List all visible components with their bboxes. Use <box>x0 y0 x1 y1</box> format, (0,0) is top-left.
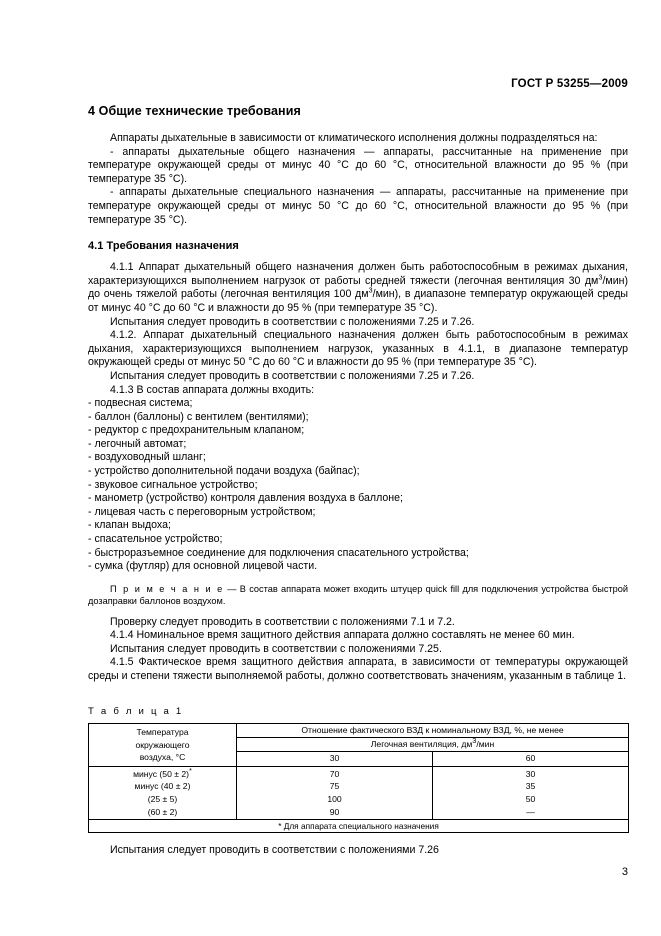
subgroup-header <box>237 738 629 752</box>
components-list <box>88 397 628 574</box>
row-label-footnote-marker: * <box>189 765 192 775</box>
col1-header-line-3: воздуха, °С <box>139 751 186 762</box>
p411-superscript-1: 3 <box>598 272 603 282</box>
list-item: - сумка (футляр) для основной лицевой части. <box>88 560 318 573</box>
table-cell-value: 50 <box>525 794 536 804</box>
p411-superscript-2: 3 <box>368 285 373 295</box>
group-header: Отношение фактического ВЗД к номинальному ВЗД, %, не менее <box>237 723 629 737</box>
bullet-special-purpose: - аппараты дыхательные специального назначения — аппараты, рассчитанные на применение при температуре окружающей среды от минус 50 °С до 60 °С, относительной влажности до 95 % (при температуре 35 °С). <box>88 186 628 226</box>
table-footnote-row <box>89 820 629 833</box>
list-item: - подвесная система; <box>88 397 193 410</box>
values-column-60 <box>433 766 629 819</box>
table-cell-value: 35 <box>525 781 536 792</box>
note-paragraph <box>88 583 628 608</box>
list-item: - воздуховодный шланг; <box>88 451 206 464</box>
list-item: - клапан выдоха; <box>88 519 171 532</box>
table-row-label: (60 ± 2) <box>147 806 178 817</box>
table-row-label: минус (40 ± 2) <box>134 781 191 792</box>
running-header: ГОСТ Р 53255—2009 <box>511 78 628 90</box>
list-item: - легочный автомат; <box>88 437 187 450</box>
paragraph-4-1-3-lead: 4.1.3 В состав аппарата должны входить: <box>110 383 315 396</box>
bullet-general-purpose: - аппараты дыхательные общего назначения — аппараты, рассчитанные на применение при температуре окружающей среды от минус 40 °С до 60 °С, относительной влажности до 95 % (при температуре 35 °С). <box>88 145 628 185</box>
paragraph-4-1-2: 4.1.2. Аппарат дыхательный специального назначения должен быть работоспособным в режимах дыхания, характеризующихся выполнением нагрузок, указанных в 4.1.1, в диапазоне температур окружающей среды от минус 50 °С до 60 °С и влажности до 95 % (при температуре 35 °С). <box>88 329 628 369</box>
paragraph-4-1-4-test: Испытания следует проводить в соответствии с положениями 7.25. <box>110 642 442 655</box>
p411-text-b: /мин) до очень тяжелой работы (легочная вентиляция 100 дм <box>88 274 628 301</box>
table-footnote: * Для аппарата специального назначения <box>89 820 629 833</box>
list-item: - спасательное устройство; <box>88 533 223 546</box>
column-1-header <box>89 723 237 766</box>
p411-text-c: /мин), в диапазоне температур окружающей среды от минус 40 °С до 60 °С и влажности до 95 % (при температуре 35 °С). <box>88 288 628 314</box>
paragraph-4-1-1 <box>88 261 628 315</box>
paragraph-4-1-4: 4.1.4 Номинальное время защитного действия аппарата должно составлять не менее 60 мин. <box>110 629 575 642</box>
table-cell-value: — <box>526 806 535 817</box>
table-caption: Т а б л и ц а 1 <box>88 705 184 717</box>
subgroup-header-text-a: Легочная вентиляция, дм <box>370 739 473 749</box>
subsection-title: 4.1 Требования назначения <box>88 240 239 253</box>
list-item: - звуковое сигнальное устройство; <box>88 478 258 491</box>
paragraph-4-1-2-test: Испытания следует проводить в соответствии с положениями 7.25 и 7.26. <box>110 369 475 382</box>
col1-header-line-2: окружающего <box>135 739 190 750</box>
table-row-label <box>92 765 233 781</box>
table-body-row <box>89 766 629 819</box>
note-label: П р и м е ч а н и е <box>110 583 224 594</box>
table-1 <box>88 723 629 834</box>
spacer <box>88 608 628 616</box>
table-cell-value: 30 <box>525 768 536 779</box>
p411-text-a: 4.1.1 Аппарат дыхательный общего назначения должен быть работоспособным в режимах дыхания, характеризующихся выполнением нагрузок от работы средней тяжести (легочная вентиляция 30 дм <box>88 261 628 287</box>
list-item: - устройство дополнительной подачи воздуха (байпас); <box>88 465 360 478</box>
values-column-30 <box>237 766 433 819</box>
subgroup-header-superscript: 3 <box>472 736 477 746</box>
table-header-row-group <box>89 723 629 737</box>
subgroup-header-text-b: /мин <box>476 739 495 749</box>
paragraph-4-1-5: 4.1.5 Фактическое время защитного действия аппарата, в зависимости от температуры окружающей среды и степени тяжести выполняемой работы, должно соответствовать значениям, указанным в таблице 1. <box>88 656 628 682</box>
row-label-text: минус (50 ± 2) <box>133 768 189 779</box>
table-cell-value: 100 <box>327 794 342 804</box>
table-cell-value: 70 <box>329 768 340 779</box>
list-item: - баллон (баллоны) с вентилем (вентилями); <box>88 410 309 423</box>
page-content <box>88 104 628 858</box>
paragraph-check: Проверку следует проводить в соответствии с положениями 7.1 и 7.2. <box>110 615 455 628</box>
list-item: - манометр (устройство) контроля давления воздуха в баллоне; <box>88 492 403 505</box>
note-text: — В состав аппарата может входить штуцер quick fill для подключения устройства быстрой дозаправки баллонов воздухом. <box>88 583 628 607</box>
section-title: 4 Общие технические требования <box>88 104 301 118</box>
table-row-label: (25 ± 5) <box>147 794 178 804</box>
col1-header-line-1: Температура <box>136 727 189 738</box>
column-header-60: 60 <box>433 752 629 766</box>
table-cell-value: 75 <box>329 781 340 792</box>
temperature-labels-cell <box>89 766 237 819</box>
column-header-30: 30 <box>237 752 433 766</box>
list-item: - редуктор с предохранительным клапаном; <box>88 424 305 437</box>
list-item: - быстроразъемное соединение для подключения спасательного устройства; <box>88 546 469 559</box>
table-cell-value: 90 <box>329 806 340 817</box>
closing-paragraph: Испытания следует проводить в соответствии с положениями 7.26 <box>110 844 439 857</box>
paragraph-4-1-1-test: Испытания следует проводить в соответствии с положениями 7.25 и 7.26. <box>110 315 475 328</box>
page-number: 3 <box>621 866 628 878</box>
intro-paragraph: Аппараты дыхательные в зависимости от климатического исполнения должны подразделяться на: <box>110 132 598 144</box>
list-item: - лицевая часть с переговорным устройством; <box>88 505 316 518</box>
